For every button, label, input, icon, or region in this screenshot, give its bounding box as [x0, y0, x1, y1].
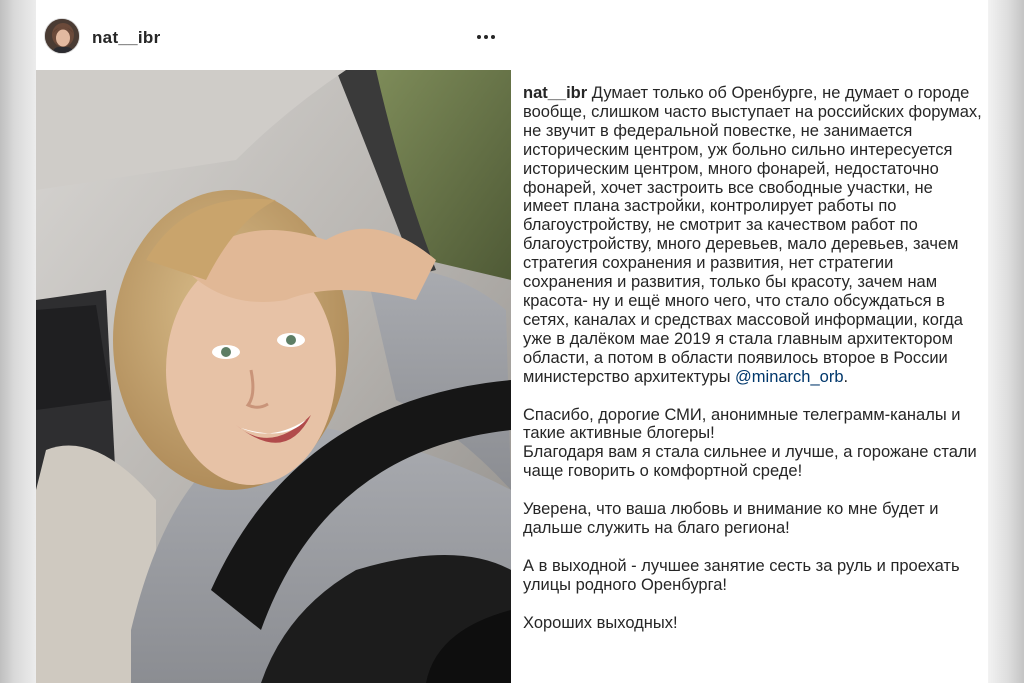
mention-link[interactable]: @minarch_orb: [735, 367, 844, 386]
caption-paragraph-5: Хороших выходных!: [523, 613, 678, 632]
caption-paragraph-3: Уверена, что ваша любовь и внимание ко мне будет и дальше служить на благо региона!: [523, 500, 939, 538]
post-header: [36, 0, 512, 70]
more-horizontal-icon: [472, 26, 500, 46]
avatar-photo-icon: [45, 19, 80, 54]
right-background-edge: [988, 0, 1024, 683]
post-photo-image: [36, 70, 511, 683]
post-username[interactable]: nat__ibr: [92, 28, 161, 47]
caption-paragraph-1: [523, 84, 983, 387]
caption-username[interactable]: nat__ibr: [523, 84, 588, 102]
caption-text-1: Думает только об Оренбурге, не думает о городе вообще, слишком часто выступает на российских форумах, не звучит в федеральной повестке, не занимается историческим центром, уж больно сильно интересуется историческим центром, много фонарей, недостаточно фонарей, хочет застроить все свободные участки, не имеет плана застройки, контролирует работы по благоустройству, не смотрит за качеством работ по благоустройству, много деревьев, мало деревьев, зачем стратегия сохранения и развития, нет стратегии сохранения и развития, только бы красоту, зачем нам красота- ну и ещё много чего, что стало обсуждаться в сетях, каналах и средствах массовой информации, когда уже в далёком мае 2019 я стала главным архитектором области, а потом в области появилось второе в России министерство архитектуры: [523, 84, 982, 386]
post-photo[interactable]: [36, 70, 511, 683]
caption-paragraph-4: А в выходной - лучшее занятие сесть за руль и проехать улицы родного Оренбурга!: [523, 556, 960, 594]
avatar[interactable]: [44, 18, 80, 54]
post-caption: [523, 84, 983, 633]
caption-text-1-end: .: [843, 367, 849, 386]
instagram-post: [36, 0, 988, 683]
caption-paragraph-2b: Благодаря вам я стала сильнее и лучше, а горожане стали чаще говорить о комфортной среде!: [523, 443, 977, 481]
left-background-edge: [0, 0, 36, 683]
caption-paragraph-2a: Спасибо, дорогие СМИ, анонимные телеграмм-каналы и такие активные блогеры!: [523, 405, 961, 443]
more-options-button[interactable]: [472, 26, 500, 46]
